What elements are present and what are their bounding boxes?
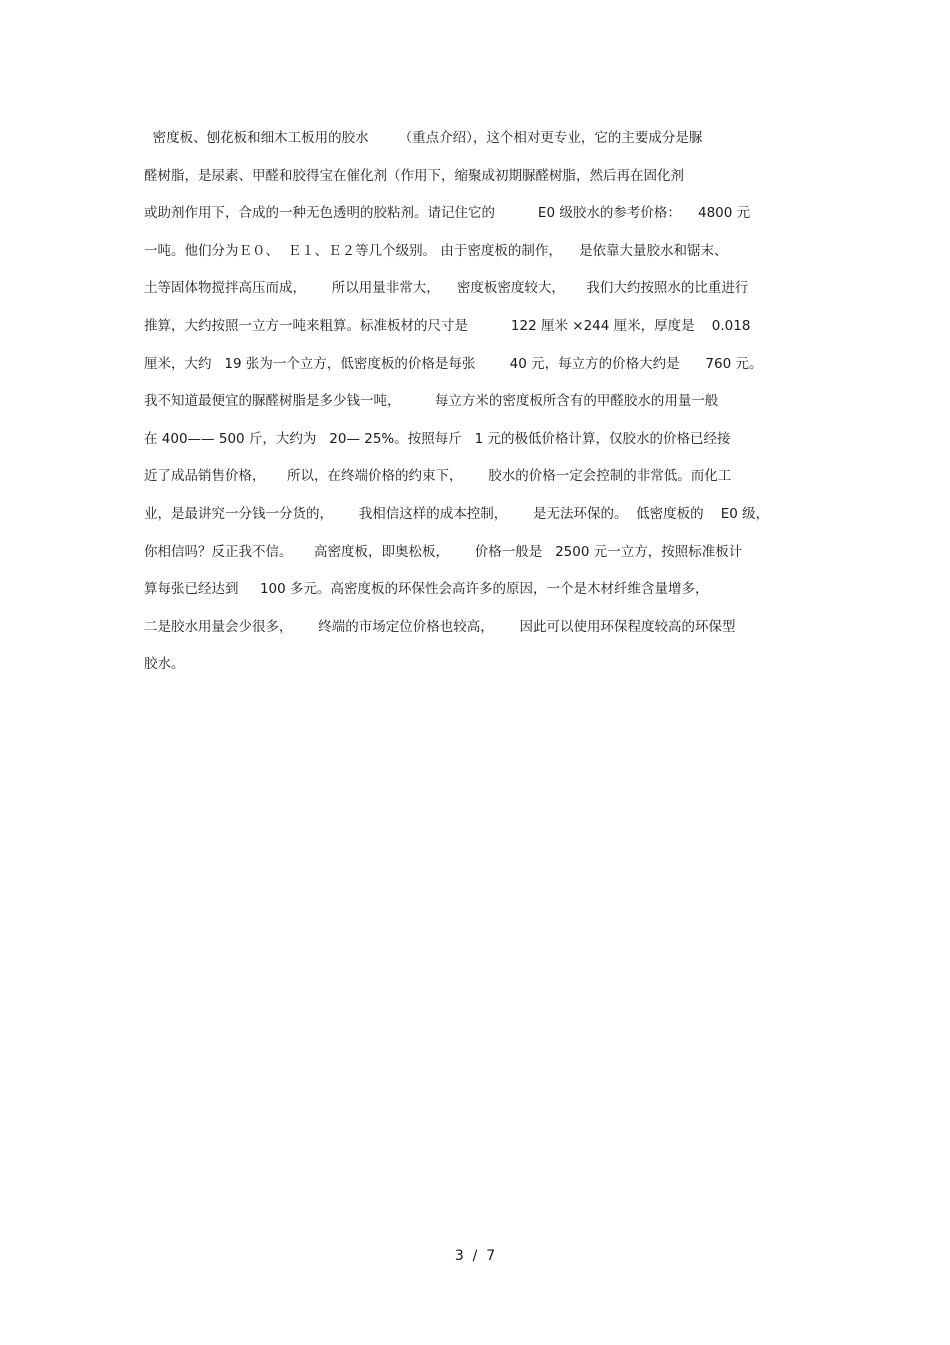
text-line: 醛树脂，是尿素、甲醛和胶得宝在催化剂（作用下，缩聚成初期脲醛树脂，然后再在固化剂 <box>144 167 684 184</box>
text-line: 胶水。 <box>144 656 185 673</box>
text-line: 你相信吗？反正我不信。 高密度板，即奥松板， 价格一般是 2500 元一立方，按照标准板计 <box>144 543 743 560</box>
text-line: 业，是最讲究一分钱一分货的， 我相信这样的成本控制， 是无法环保的。 低密度板的 E0 级， <box>144 505 770 522</box>
text-line: 我不知道最便宜的脲醛树脂是多少钱一吨， 每立方米的密度板所含有的甲醛胶水的用量一般 <box>144 393 719 410</box>
body-paragraph <box>144 120 824 684</box>
page-number: 3 / 7 <box>454 1248 496 1264</box>
text-line: 算每张已经达到 100 多元。高密度板的环保性会高许多的原因，一个是木材纤维含量增多， <box>144 581 709 598</box>
text-line: 密度板、刨花板和细木工板用的胶水 （重点介绍），这个相对更专业，它的主要成分是脲 <box>144 130 703 146</box>
text-line: 厘米，大约 19 张为一个立方，低密度板的价格是每张 40 元，每立方的价格大约是 760 元。 <box>144 355 763 372</box>
text-line: 二是胶水用量会少很多， 终端的市场定位价格也较高， 因此可以使用环保程度较高的环保型 <box>144 618 736 635</box>
text-line: 或助剂作用下，合成的一种无色透明的胶粘剂。请记住它的 E0 级胶水的参考价格： 4800 元 <box>144 205 751 222</box>
text-line: 土等固体物搅拌高压而成， 所以用量非常大， 密度板密度较大， 我们大约按照水的比重进行 <box>144 280 749 297</box>
text-line: 推算，大约按照一立方一吨来粗算。标准板材的尺寸是 122 厘米 ×244 厘米，厚度是 0.018 <box>144 317 751 334</box>
text-line: 在 400—— 500 斤，大约为 20— 25%。按照每斤 1 元的极低价格计算，仅胶水的价格已经接 <box>144 430 731 447</box>
text-line: 近了成品销售价格， 所以，在终端价格的约束下， 胶水的价格一定会控制的非常低。而化工 <box>144 468 732 485</box>
text-line: 一吨。他们分为Ｅ０、 Ｅ１、Ｅ２等几个级别。 由于密度板的制作， 是依靠大量胶水和锯末、 <box>144 242 728 259</box>
